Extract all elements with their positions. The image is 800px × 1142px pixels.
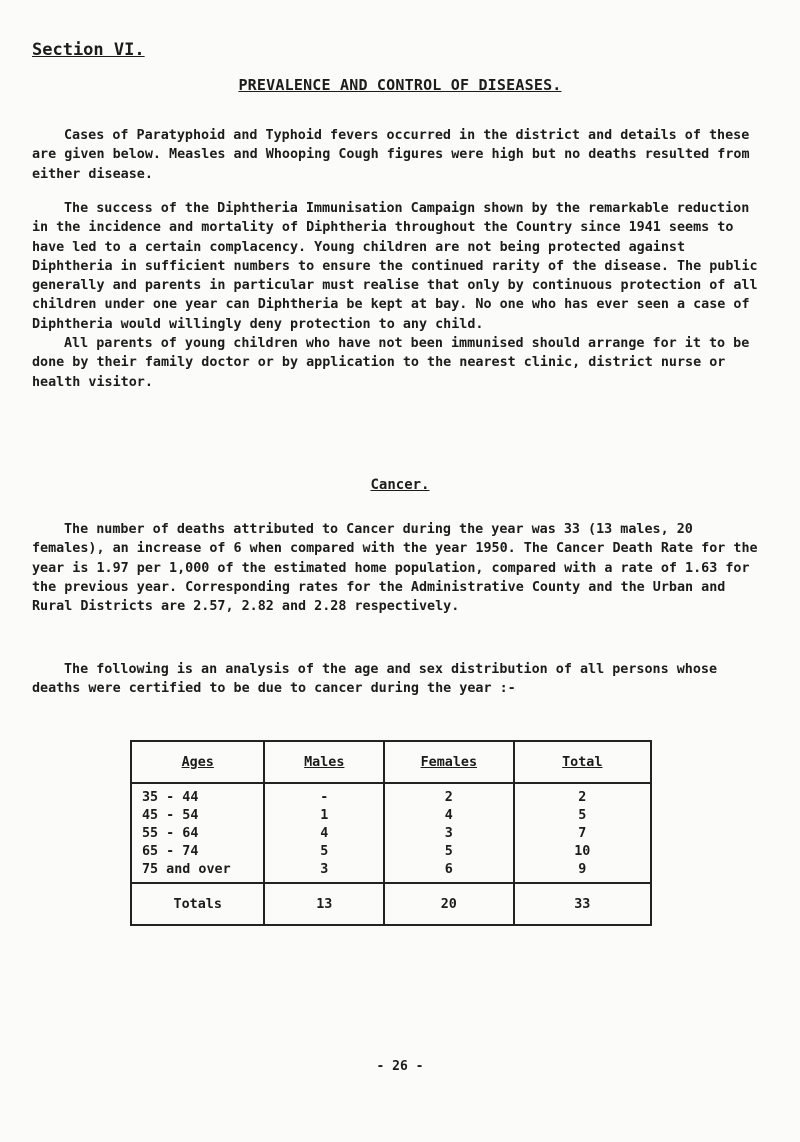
age-cell: 75 and over [131, 860, 264, 883]
page-number: - 26 - [376, 1059, 424, 1074]
cancer-heading: Cancer. [370, 477, 430, 493]
paragraph-fevers-text: Cases of Paratyphoid and Typhoid fevers occurred in the district and details of these are given below. Measles and Whooping Cough figures were high but no deaths resulted from either disease. [32, 128, 750, 182]
section-label: Section VI. [32, 40, 145, 60]
table-row [131, 860, 651, 883]
total-cell: 7 [514, 824, 651, 842]
females-total: 20 [384, 883, 514, 925]
table-row [131, 806, 651, 824]
paragraph-fevers [32, 126, 772, 184]
total-cell: 2 [514, 783, 651, 806]
paragraph-diphtheria [32, 199, 772, 392]
females-cell: 2 [384, 783, 514, 806]
age-cell: 35 - 44 [131, 783, 264, 806]
females-cell: 3 [384, 824, 514, 842]
cancer-age-sex-table [130, 740, 652, 926]
males-cell: 1 [264, 806, 384, 824]
total-cell: 9 [514, 860, 651, 883]
paragraph-diphtheria-advice: All parents of young children who have not been immunised should arrange for it to be done by their family doctor or by application to the nearest clinic, district nurse or health visitor. [32, 336, 750, 390]
age-cell: 65 - 74 [131, 842, 264, 860]
age-cell: 55 - 64 [131, 824, 264, 842]
males-cell: 5 [264, 842, 384, 860]
paragraph-cancer-deaths-text: The number of deaths attributed to Cancer during the year was 33 (13 males, 20 females), an increase of 6 when compared with the year 1950. The Cancer Death Rate for the year is 1.97 per 1,000 of the estimated home population, compared with a rate of 1.63 for the previous year. Corresponding rates for the Administrative County and the Urban and Rural Districts are 2.57, 2.82 and 2.28 respectively. [32, 522, 758, 615]
column-header: Ages [131, 741, 264, 783]
males-cell: 4 [264, 824, 384, 842]
totals-row [131, 883, 651, 925]
paragraph-diphtheria-text: The success of the Diphtheria Immunisation Campaign shown by the remarkable reduction in the incidence and mortality of Diphtheria throughout the Country since 1941 seems to have led to a certain complacency. Young children are not being protected against Diphtheria in sufficient numbers to ensure the continued rarity of the disease. The public generally and parents in particular must realise that only by continuous protection of all children under one year can Diphtheria be kept at bay. No one who has ever seen a case of Diphtheria would willingly deny protection to any child. [32, 201, 758, 332]
females-cell: 4 [384, 806, 514, 824]
paragraph-analysis-intro-text: The following is an analysis of the age and sex distribution of all persons whose deaths were certified to be due to cancer during the year :- [32, 662, 718, 697]
males-cell: - [264, 783, 384, 806]
table-row [131, 842, 651, 860]
females-cell: 5 [384, 842, 514, 860]
table-header-row [131, 741, 651, 783]
column-header: Total [514, 741, 651, 783]
paragraph-analysis-intro [32, 660, 772, 699]
males-total: 13 [264, 883, 384, 925]
age-cell: 45 - 54 [131, 806, 264, 824]
page-title: PREVALENCE AND CONTROL OF DISEASES. [238, 76, 562, 94]
males-cell: 3 [264, 860, 384, 883]
total-cell: 10 [514, 842, 651, 860]
table-row [131, 824, 651, 842]
column-header: Males [264, 741, 384, 783]
grand-total: 33 [514, 883, 651, 925]
totals-label: Totals [131, 883, 264, 925]
column-header: Females [384, 741, 514, 783]
paragraph-cancer-deaths [32, 520, 772, 616]
total-cell: 5 [514, 806, 651, 824]
table-row [131, 783, 651, 806]
females-cell: 6 [384, 860, 514, 883]
